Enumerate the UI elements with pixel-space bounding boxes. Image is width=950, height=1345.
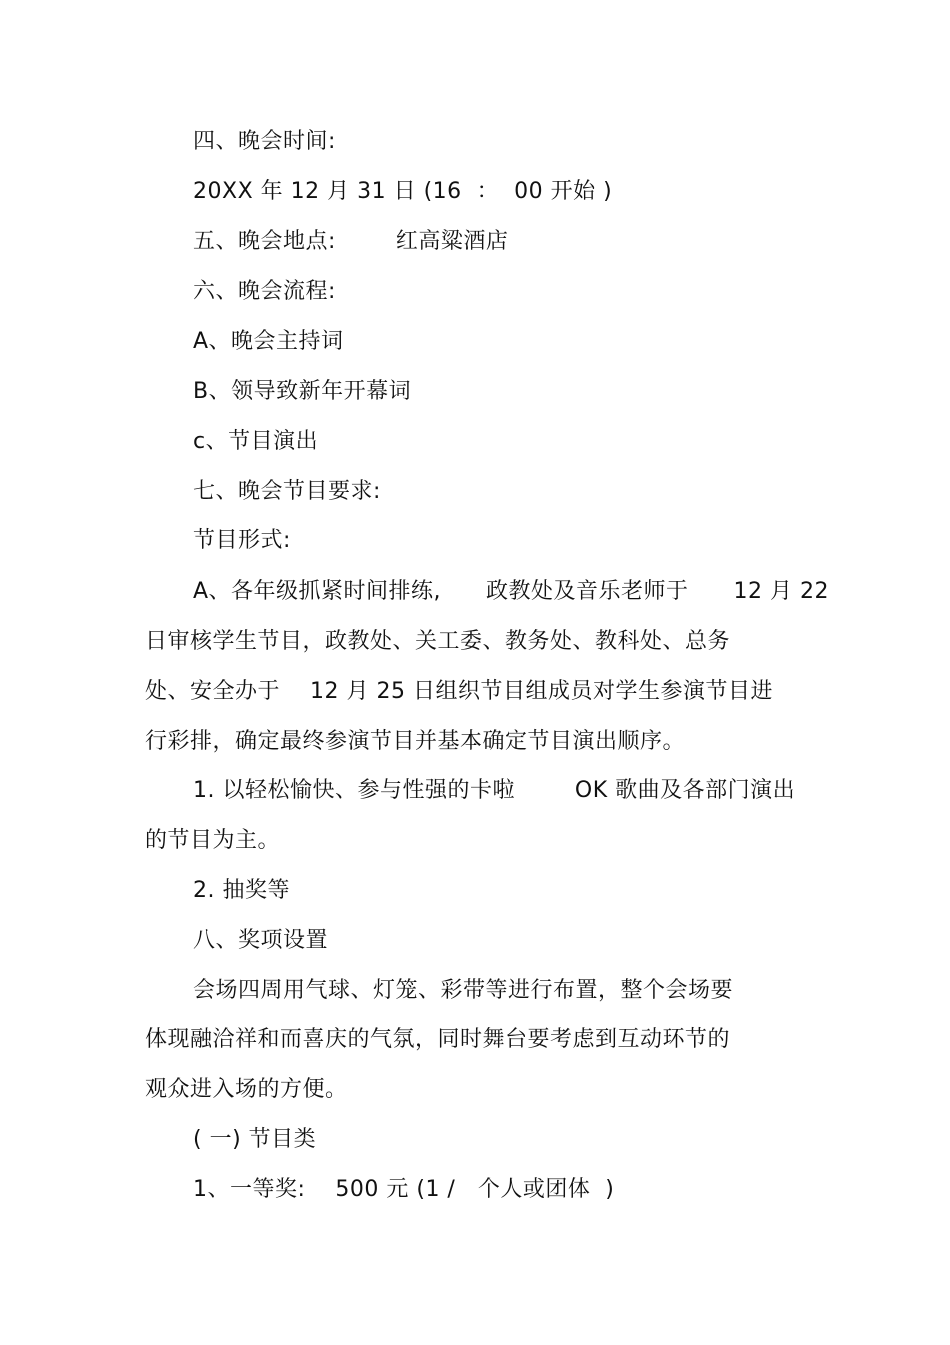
decoration-line-3: 观众进入场的方便。 — [145, 1077, 348, 1102]
decoration-line-1: 会场四周用气球、灯笼、彩带等进行布置，整个会场要 — [193, 978, 734, 1003]
paragraph-a-line-2: 日审核学生节目，政教处、关工委、教务处、教科处、总务 — [145, 629, 731, 654]
section-4-heading: 四、晚会时间: — [193, 129, 336, 154]
party-time: 20XX 年 12 月 31 日 (16 ： 00 开始 ) — [193, 179, 613, 204]
section-6-heading: 六、晚会流程: — [193, 279, 336, 304]
flow-item-a: A、晚会主持词 — [193, 329, 344, 354]
section-8-heading: 八、奖项设置 — [193, 928, 329, 953]
program-form-label: 节目形式: — [193, 528, 291, 553]
paragraph-a-line-1: A、各年级抓紧时间排练, 政教处及音乐老师于 12 月 22 — [193, 579, 829, 604]
paragraph-a-line-4: 行彩排，确定最终参演节目并基本确定节目演出顺序。 — [145, 729, 686, 754]
first-prize: 1、一等奖: 500 元 (1 / 个人或团体 ) — [193, 1177, 615, 1202]
item-2: 2. 抽奖等 — [193, 878, 290, 903]
flow-item-c: c、节目演出 — [193, 429, 319, 454]
decoration-line-2: 体现融洽祥和而喜庆的气氛，同时舞台要考虑到互动环节的 — [145, 1027, 731, 1052]
program-category: ( 一) 节目类 — [193, 1127, 317, 1152]
item-1-line-2: 的节目为主。 — [145, 828, 281, 853]
item-1-line-1: 1. 以轻松愉快、参与性强的卡啦 OK 歌曲及各部门演出 — [193, 778, 796, 803]
section-7-heading: 七、晚会节目要求: — [193, 479, 381, 504]
section-5-venue: 五、晚会地点: 红高粱酒店 — [193, 229, 509, 254]
paragraph-a-line-3: 处、安全办于 12 月 25 日组织节目组成员对学生参演节目进 — [145, 679, 773, 704]
flow-item-b: B、领导致新年开幕词 — [193, 379, 412, 404]
